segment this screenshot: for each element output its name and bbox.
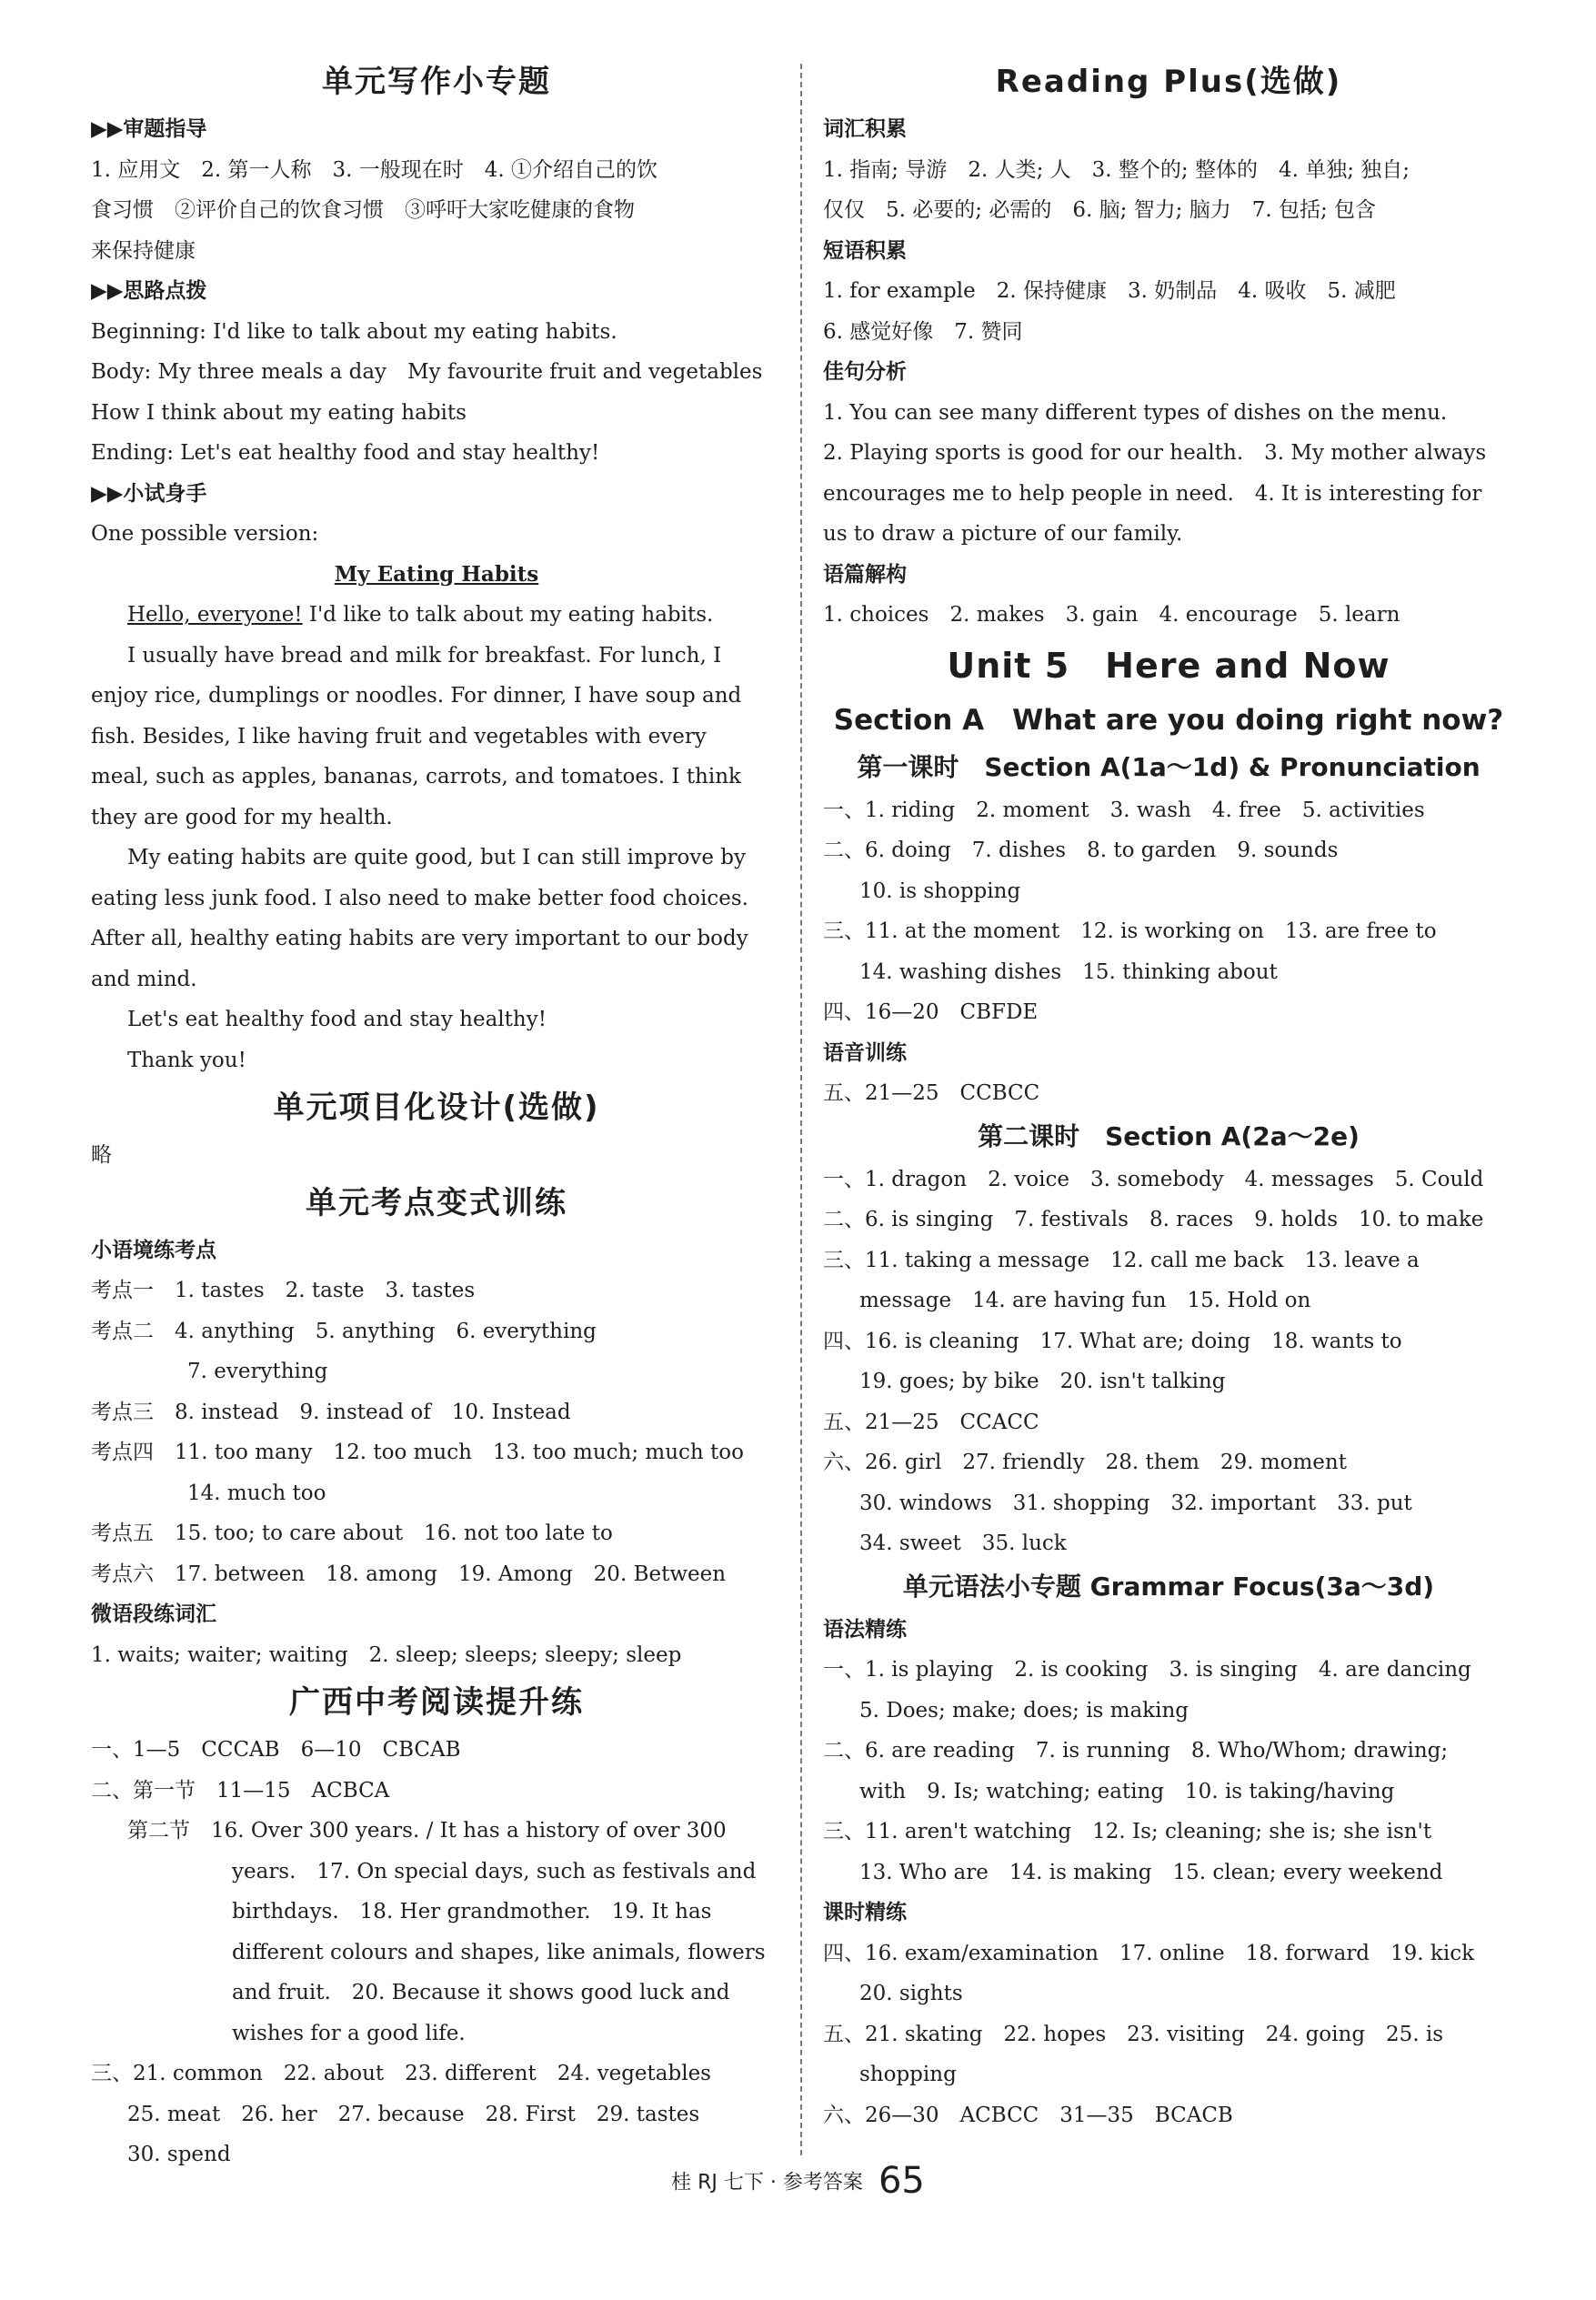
answer-line: shopping <box>859 2063 957 2086</box>
section-title: Section A What are you doing right now? <box>833 703 1504 737</box>
essay-text: I'd like to talk about my eating habits. <box>302 603 714 627</box>
section-title: 单元写作小专题 <box>322 64 551 100</box>
answer-line: 25. meat 26. her 27. because 28. First 29. tastes <box>127 2102 700 2126</box>
answer-line: 13. Who are 14. is making 15. clean; every weekend <box>859 1860 1443 1884</box>
subsection-heading: 语音训练 <box>823 1040 907 1065</box>
answer-line: 略 <box>91 1143 112 1167</box>
answer-line: 四、16. exam/examination 17. online 18. forward 19. kick <box>823 1941 1475 1965</box>
answer-line: 1. waits; waiter; waiting 2. sleep; sleeps; sleepy; sleep <box>91 1642 682 1667</box>
section-title: Unit 5 Here and Now <box>947 645 1390 686</box>
answer-line: 仅仅 5. 必要的; 必需的 6. 脑; 智力; 脑力 7. 包括; 包含 <box>823 198 1377 222</box>
answer-line: 1. 指南; 导游 2. 人类; 人 3. 整个的; 整体的 4. 单独; 独自; <box>823 157 1410 182</box>
section-title: 单元语法小专题 Grammar Focus(3a～3d) <box>902 1571 1435 1602</box>
answer-line: Ending: Let's eat healthy food and stay healthy! <box>91 441 600 465</box>
answer-line: 一、1. dragon 2. voice 3. somebody 4. messages 5. Could <box>823 1167 1484 1191</box>
answer-line: fish. Besides, I like having fruit and vegetables with every <box>91 724 707 748</box>
subsection-heading: 小语境练考点 <box>91 1238 216 1262</box>
answer-line: 1. choices 2. makes 3. gain 4. encourage 5. learn <box>823 603 1400 627</box>
answer-line: birthdays. 18. Her grandmother. 19. It has <box>232 1900 712 1923</box>
answer-line: 四、16—20 CBFDE <box>823 1000 1039 1024</box>
answer-line: with 9. Is; watching; eating 10. is taking/having <box>859 1779 1395 1803</box>
answer-line: 30. windows 31. shopping 32. important 33. put <box>859 1491 1412 1515</box>
page-footer <box>0 2160 1596 2202</box>
section-title: 单元考点变式训练 <box>306 1184 567 1221</box>
subsection-heading: ▶▶小试身手 <box>91 481 207 506</box>
answer-line: 二、6. are reading 7. is running 8. Who/Whom; drawing; <box>823 1739 1449 1763</box>
subsection-heading: ▶▶审题指导 <box>91 117 207 141</box>
greeting-text: Hello, everyone! <box>127 603 303 627</box>
answer-line: 六、26. girl 27. friendly 28. them 29. moment <box>823 1451 1347 1474</box>
answer-line: us to draw a picture of our family. <box>823 522 1183 546</box>
answer-line: My eating habits are quite good, but I can still improve by <box>127 846 747 869</box>
answer-line: 四、16. is cleaning 17. What are; doing 18. wants to <box>823 1329 1402 1353</box>
answer-line: 1. 应用文 2. 第一人称 3. 一般现在时 4. ①介绍自己的饮 <box>91 157 658 182</box>
answer-line: 五、21. skating 22. hopes 23. visiting 24. going 25. is <box>823 2022 1444 2046</box>
answer-line: 考点三 8. instead 9. instead of 10. Instead <box>91 1400 571 1424</box>
answer-line: Beginning: I'd like to talk about my eating habits. <box>91 319 617 344</box>
answer-line: 五、21—25 CCACC <box>823 1410 1039 1434</box>
subsection-heading: ▶▶思路点拨 <box>91 279 207 303</box>
answer-line: 一、1. is playing 2. is cooking 3. is singing 4. are dancing <box>823 1658 1471 1682</box>
answer-line: 2. Playing sports is good for our health. 3. My mother always <box>823 441 1487 465</box>
answer-line: years. 17. On special days, such as festivals and <box>232 1859 757 1883</box>
column-divider <box>800 64 802 2155</box>
section-title: 单元项目化设计(选做) <box>273 1090 600 1126</box>
subsection-heading: 课时精练 <box>823 1901 907 1924</box>
answer-line: 34. sweet 35. luck <box>859 1532 1067 1555</box>
answer-line: After all, healthy eating habits are very important to our body <box>91 927 748 950</box>
answer-line: and mind. <box>91 967 197 991</box>
answer-line: meal, such as apples, bananas, carrots, and tomatoes. I think <box>91 765 741 788</box>
section-title: 广西中考阅读提升练 <box>289 1684 584 1721</box>
page-number: 65 <box>878 2160 925 2202</box>
answer-line: 14. washing dishes 15. thinking about <box>859 959 1278 984</box>
answer-line: Body: My three meals a day My favourite fruit and vegetables <box>91 360 763 384</box>
answer-line: 1. You can see many different types of dishes on the menu. <box>823 400 1448 425</box>
section-title: Reading Plus(选做) <box>995 64 1342 100</box>
answer-line: 考点二 4. anything 5. anything 6. everything <box>91 1319 597 1343</box>
right-column <box>823 55 1514 2135</box>
essay-line <box>91 595 782 636</box>
answer-line: 二、6. doing 7. dishes 8. to garden 9. sounds <box>823 839 1339 862</box>
answer-line: 六、26—30 ACBCC 31—35 BCACB <box>823 2103 1233 2127</box>
answer-line: eating less junk food. I also need to make better food choices. <box>91 886 748 910</box>
subsection-heading: 佳句分析 <box>823 360 907 384</box>
subsection-heading: 短语积累 <box>823 238 907 263</box>
left-column <box>91 55 782 2175</box>
answer-line: 二、第一节 11—15 ACBCA <box>91 1778 390 1803</box>
answer-line: 6. 感觉好像 7. 赞同 <box>823 319 1023 344</box>
answer-line: One possible version: <box>91 522 319 546</box>
answer-line: wishes for a good life. <box>232 2021 466 2045</box>
answer-line: 三、11. taking a message 12. call me back 13. leave a <box>823 1248 1420 1272</box>
answer-line: 20. sights <box>859 1982 963 2005</box>
answer-line: 考点一 1. tastes 2. taste 3. tastes <box>91 1279 476 1302</box>
answer-line: Let's eat healthy food and stay healthy! <box>127 1008 547 1031</box>
subsection-heading: 语篇解构 <box>823 562 907 587</box>
answer-line: 三、11. at the moment 12. is working on 13. are free to <box>823 919 1437 943</box>
answer-line: they are good for my health. <box>91 805 393 829</box>
answer-line: message 14. are having fun 15. Hold on <box>859 1289 1311 1312</box>
subsection-heading: 微语段练词汇 <box>91 1602 216 1626</box>
essay-title: My Eating Habits <box>334 561 539 587</box>
answer-line: enjoy rice, dumplings or noodles. For dinner, I have soup and <box>91 684 742 708</box>
answer-line: 三、11. aren't watching 12. Is; cleaning; she is; she isn't <box>823 1820 1432 1843</box>
answer-line: 二、6. is singing 7. festivals 8. races 9. holds 10. to make <box>823 1208 1484 1231</box>
section-title: 第一课时 Section A(1a～1d) & Pronunciation <box>857 751 1481 782</box>
answer-line: 五、21—25 CCBCC <box>823 1081 1040 1105</box>
answer-line: 第二节 16. Over 300 years. / It has a history of over 300 <box>127 1819 727 1843</box>
answer-line: 10. is shopping <box>859 879 1021 903</box>
answer-line: 三、21. common 22. about 23. different 24. vegetables <box>91 2062 711 2085</box>
answer-line: 5. Does; make; does; is making <box>859 1698 1189 1722</box>
subsection-heading: 语法精练 <box>823 1617 907 1642</box>
answer-line: 一、1—5 CCCAB 6—10 CBCAB <box>91 1738 461 1762</box>
answer-line: 30. spend <box>127 2143 231 2166</box>
answer-line: 食习惯 ②评价自己的饮食习惯 ③呼吁大家吃健康的食物 <box>91 198 635 222</box>
answer-line: 7. everything <box>146 1360 328 1383</box>
answer-line: encourages me to help people in need. 4. It is interesting for <box>823 481 1482 506</box>
answer-line: and fruit. 20. Because it shows good luck and <box>232 1981 730 2004</box>
answer-line: 19. goes; by bike 20. isn't talking <box>859 1370 1226 1393</box>
subsection-heading: 词汇积累 <box>823 117 907 141</box>
answer-line: 1. for example 2. 保持健康 3. 奶制品 4. 吸收 5. 减肥 <box>823 279 1396 303</box>
section-title: 第二课时 Section A(2a～2e) <box>978 1120 1360 1151</box>
answer-line: 一、1. riding 2. moment 3. wash 4. free 5. activities <box>823 798 1425 822</box>
answer-line: How I think about my eating habits <box>91 400 467 425</box>
answer-line: 考点四 11. too many 12. too much 13. too much; much too <box>91 1441 744 1464</box>
footer-label: 桂 RJ 七下 · 参考答案 <box>671 2171 863 2195</box>
answer-line: 考点五 15. too; to care about 16. not too late to <box>91 1522 613 1545</box>
answer-line: Thank you! <box>127 1048 246 1072</box>
answer-line: different colours and shapes, like animals, flowers <box>232 1940 766 1964</box>
answer-line: 考点六 17. between 18. among 19. Among 20. Between <box>91 1562 727 1586</box>
answer-line: 14. much too <box>146 1481 326 1505</box>
answer-line: I usually have bread and milk for breakfast. For lunch, I <box>127 643 722 668</box>
answer-line: 来保持健康 <box>91 238 196 263</box>
